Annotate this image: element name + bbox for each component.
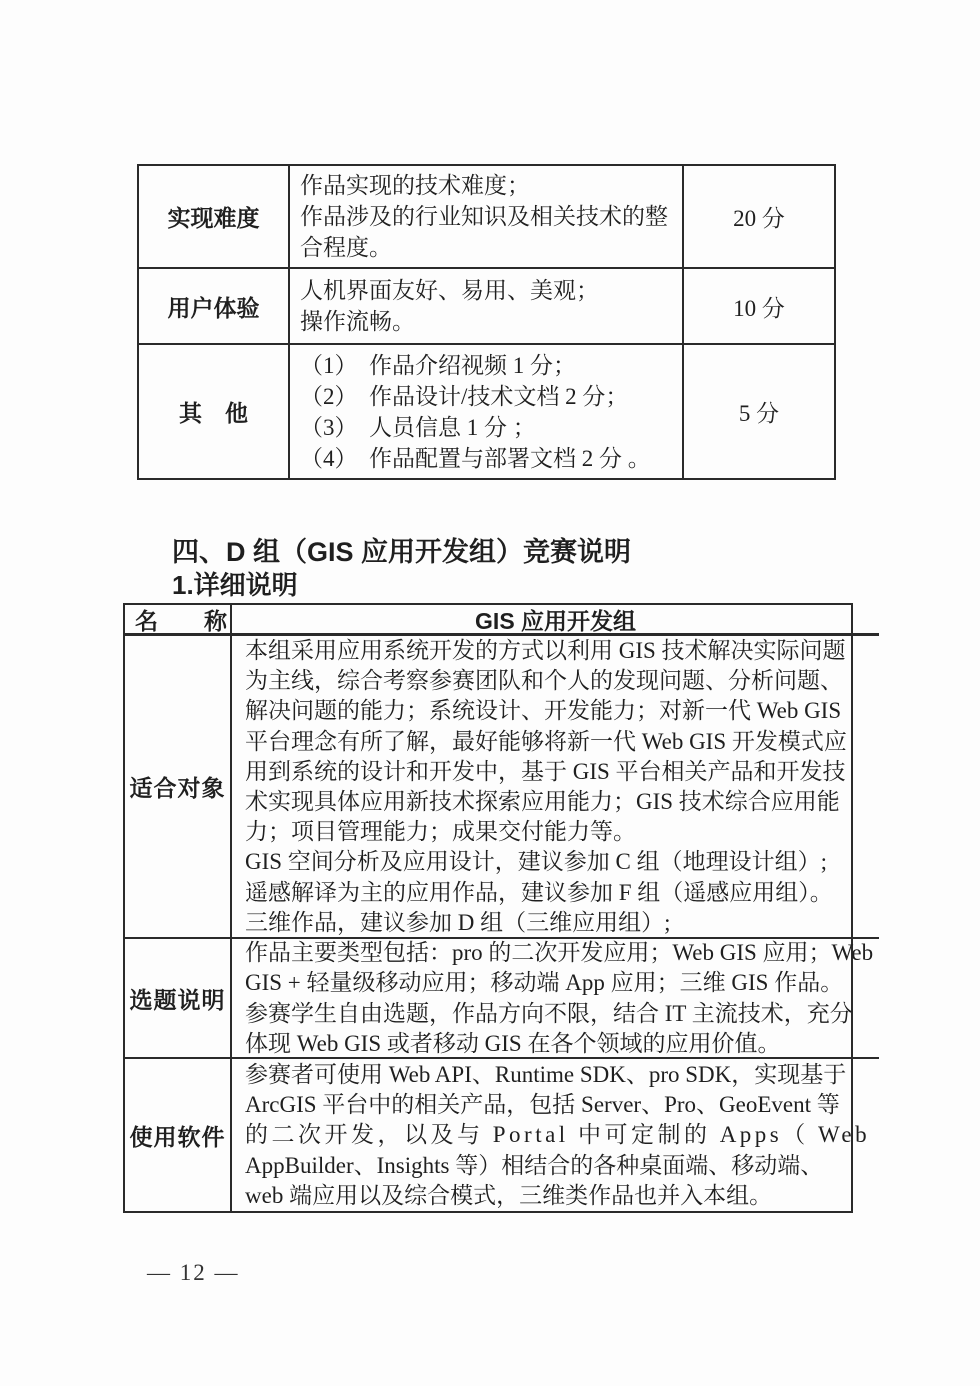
body-line: 三维作品，建议参加 D 组（三维应用组）;	[245, 909, 671, 935]
body-line: AppBuilder、Insights 等）相结合的各种桌面端、移动端、	[245, 1152, 824, 1178]
detail-row-body-topic	[232, 939, 879, 1059]
score-row-points-other: 5 分	[738, 401, 780, 426]
score-row-points-ux: 10 分	[684, 269, 834, 345]
body-line: GIS 空间分析及应用设计，建议参加 C 组（地理设计组）;	[245, 849, 828, 875]
body-line: 解决问题的能力；系统设计、开发能力；对新一代 Web GIS	[245, 698, 842, 724]
body-line: 遥感解译为主的应用作品，建议参加 F 组（遥感应用组）。	[245, 879, 833, 905]
desc-line: （1） 作品介绍视频 1 分；	[300, 352, 576, 378]
score-row-desc-difficulty	[290, 166, 684, 269]
body-line: 平台理念有所了解，最好能够将新一代 Web GIS 开发模式应	[245, 728, 847, 754]
body-line: web 端应用以及综合模式，三维类作品也并入本组。	[245, 1182, 773, 1208]
detail-row-label-topic: 选题说明	[125, 939, 232, 1059]
body-line: 力；项目管理能力；成果交付能力等。	[245, 819, 636, 845]
body-line: 的二次开发，以及与 Portal 中可定制的 Apps（ Web	[245, 1122, 871, 1148]
detail-table	[123, 603, 874, 1213]
desc-line: （3） 人员信息 1 分 ；	[300, 414, 536, 440]
body-line: 为主线，综合考察参赛团队和个人的发现问题、分析问题、	[245, 668, 843, 694]
body-line: ArcGIS 平台中的相关产品，包括 Server、Pro、GeoEvent 等	[245, 1092, 840, 1118]
detail-header-name: 名 称	[125, 605, 232, 636]
score-row-desc-ux	[290, 269, 684, 345]
body-line: 参赛学生自由选题，作品方向不限，结合 IT 主流技术，充分	[245, 1000, 853, 1026]
body-line: 作品主要类型包括：pro 的二次开发应用；Web GIS 应用；Web	[245, 940, 874, 966]
detail-row-body-audience	[232, 636, 879, 939]
score-row-desc-other	[290, 345, 684, 478]
score-table	[137, 164, 836, 480]
score-row-label-ux: 用户体验	[139, 269, 290, 345]
score-row-label-other: 其 他	[139, 345, 290, 478]
detail-row-label-software: 使用软件	[125, 1059, 232, 1211]
body-line: 参赛者可使用 Web API、Runtime SDK、pro SDK，实现基于	[245, 1062, 847, 1087]
desc-line: 合程度。	[300, 235, 392, 260]
body-line: GIS + 轻量级移动应用；移动端 App 应用；三维 GIS 作品。	[245, 970, 844, 996]
desc-line: 作品涉及的行业知识及相关技术的整	[300, 204, 668, 229]
detail-header-group: GIS 应用开发组	[232, 605, 879, 636]
body-line: 本组采用应用系统开发的方式以利用 GIS 技术解决实际问题	[245, 637, 846, 663]
detail-row-label-audience: 适合对象	[125, 636, 232, 939]
detail-row-body-software	[232, 1059, 879, 1211]
desc-line: 作品实现的技术难度；	[300, 173, 530, 198]
desc-line: 操作流畅。	[300, 309, 415, 334]
section-subheading: 1.详细说明	[172, 570, 298, 600]
score-row-points-difficulty: 20 分	[684, 166, 834, 269]
desc-line: （2） 作品设计/技术文档 2 分；	[300, 383, 629, 409]
body-line: 体现 Web GIS 或者移动 GIS 在各个领域的应用价值。	[245, 1030, 781, 1056]
page-number: — 12 —	[147, 1260, 240, 1285]
desc-line: 人机界面友好、易用、美观；	[300, 278, 599, 303]
body-line: 术实现具体应用新技术探索应用能力；GIS 技术综合应用能	[245, 789, 840, 814]
desc-line: （4） 作品配置与部署文档 2 分 。	[300, 445, 651, 471]
body-line: 用到系统的设计和开发中，基于 GIS 平台相关产品和开发技	[245, 758, 846, 784]
score-row-label-difficulty: 实现难度	[139, 166, 290, 269]
section-heading: 四、D 组（GIS 应用开发组）竞赛说明	[172, 537, 632, 567]
